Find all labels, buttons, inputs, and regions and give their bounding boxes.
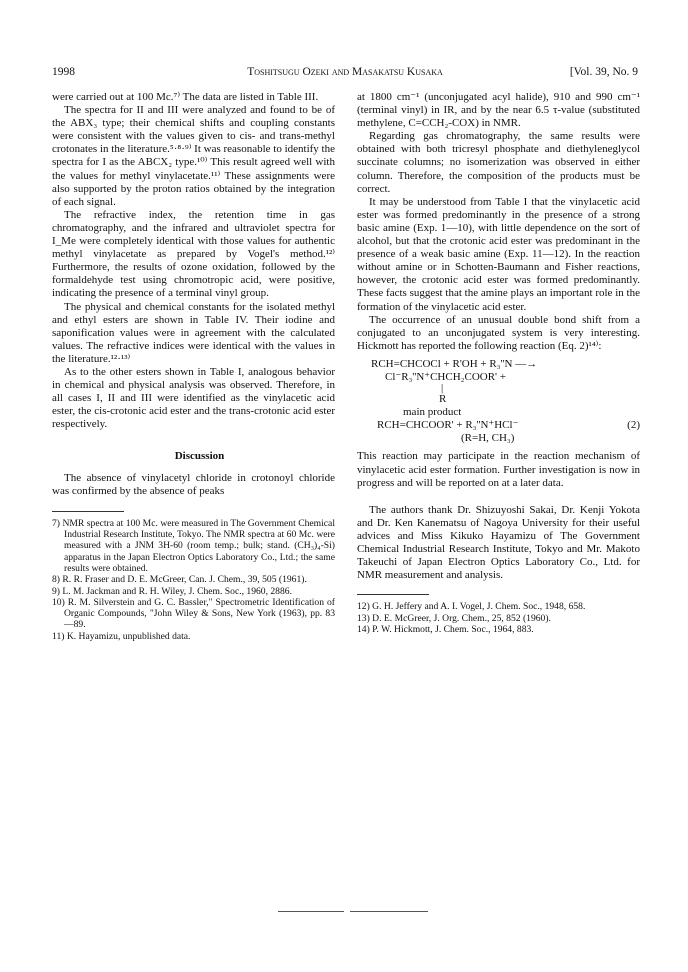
end-rule-segment: [350, 911, 428, 912]
equation-line: RCH=CHCOCl + R'OH + R₃''N —→: [371, 357, 538, 370]
footnotes: [52, 518, 335, 642]
paragraph: The spectra for II and III were analyzed and found to be of the ABX₃ type; their chemical shifts and coupling constants were consistent with the values given to cis- and trans-methyl crotonates in the literature.⁵·⁸·⁹⁾ It was reasonable to identify the spectra for I as the ABCX₂ type.¹⁰⁾ This result agreed well with the values for methyl vinylacetate.¹¹⁾ These assignments were also supported by the proton ratios obtained by the integration of each signal.: [52, 104, 335, 208]
end-rule: [278, 911, 428, 913]
equation-number: (2): [627, 419, 640, 432]
equation-text: RCH=CHCOOR' + R₃''N⁺HCl⁻: [377, 419, 519, 432]
paragraph: The absence of vinylacetyl chloride in crotonoyl chloride was confirmed by the absence of peaks: [52, 471, 335, 497]
running-header: [52, 66, 638, 82]
paragraph: It may be understood from Table I that the vinylacetic acid ester was formed predominantly in the presence of a strong basic amine (Exp. 1—10), with little dependence on the sort of alcohol, but that the crotonic acid ester was predominant in the presence of a weak basic amine (Exp. 11—12). In the reaction without amine or in Schotten-Baumann and Fisher reactions, however, the crotonic acid ester was formed predominantly. These facts suggest that the amine plays an important role in the formation of the vinylacetic acid ester.: [357, 195, 640, 313]
paragraph: As to the other esters shown in Table I, analogous behavior in chemical and physical analysis was observed. Therefore, in all cases I, II and III were identified as the vinylacetic acid ester, the cis-crotonic acid ester and the trans-crotonic acid ester respectively.: [52, 365, 335, 431]
footnote: 9) L. M. Jackman and R. H. Wiley, J. Chem. Soc., 1960, 2886.: [52, 585, 292, 597]
footnote: 8) R. R. Fraser and D. E. McGreer, Can. J. Chem., 39, 505 (1961).: [52, 574, 307, 586]
page-number: 1998: [52, 66, 75, 78]
paragraph: This reaction may participate in the reaction mechanism of vinylacetic acid ester formation. Further investigation is now in progress and will be reported on at a later data.: [357, 450, 640, 489]
equation-substituent: R: [439, 393, 447, 406]
reaction-equation: [357, 358, 640, 446]
paragraph: at 1800 cm⁻¹ (unconjugated acyl halide), 910 and 990 cm⁻¹ (terminal vinyl) in IR, and by the near 6.5 τ-value (substituted methylene, C=CCH₂-COX) in NMR.: [357, 91, 640, 130]
paragraph: The physical and chemical constants for the isolated methyl and ethyl esters are shown in Table IV. Their iodine and saponification values were in agreement with the calculated values. The refractive indices were identical with the values in the literature.¹²·¹³⁾: [52, 300, 335, 365]
acknowledgement: The authors thank Dr. Shizuyoshi Sakai, Dr. Kenji Yokota and Dr. Ken Kanematsu of Nagoya University for their useful advices and Miss Kikuko Hayamizu of The Government Chemical Industrial Research Institute, Tokyo and Mr. Makoto Takeuchi of Japan Electron Optics Laboratory Co., Ltd. for NMR measurement and analysis.: [357, 503, 640, 582]
paragraph: The occurrence of an unusual double bond shift from a conjugated to an unconjugated system is very interesting. Hickmott has reported the following reaction (Eq. 2)¹⁴⁾:: [357, 313, 640, 352]
paragraph: Regarding gas chromatography, the same results were obtained with both tricresyl phosphate and diethyleneglycol succinate columns; no isomerization was observed in either column. Therefore, the composition of the products must be correct.: [357, 130, 640, 195]
footnote: 11) K. Hayamizu, unpublished data.: [52, 630, 191, 642]
footnote: 12) G. H. Jeffery and A. I. Vogel, J. Chem. Soc., 1948, 658.: [357, 601, 586, 613]
footnote: 14) P. W. Hickmott, J. Chem. Soc., 1964, 883.: [357, 623, 534, 635]
equation-condition: (R=H, CH₃): [461, 432, 515, 445]
footnote: 7) NMR spectra at 100 Mc. were measured in The Government Chemical Industrial Research Institute, Tokyo. The NMR spectra at 60 Mc. were measured with a JNM 3H-60 (room temp.; bulk; stand. (CH₃)₄-Si) apparatus in the Japan Electron Optics Laboratory Co., Ltd.; the same results were obtained.: [52, 517, 335, 574]
volume-info: [Vol. 39, No. 9: [569, 66, 638, 78]
end-rule-segment: [278, 911, 344, 912]
equation-line: Cl⁻R₃''N⁺CHCH₂COOR' +: [385, 370, 506, 383]
equation-line: [357, 419, 640, 432]
footnote: 13) D. E. McGreer, J. Org. Chem., 25, 852 (1960).: [357, 612, 551, 624]
left-column: [52, 91, 335, 642]
right-column: [357, 91, 640, 635]
paragraph: The refractive index, the retention time in gas chromatography, and the infrared and ultraviolet spectra for I_Me were completely identical with those values for authentic methyl vinylacetate as prepared by Vogel's method.¹²⁾ Furthermore, the results of ozone oxidation, followed by the formaldehyde test using chromotropic acid, were positive, indicating the presence of a terminal vinyl group.: [52, 208, 335, 300]
equation-bond: |: [441, 382, 444, 395]
paragraph: were carried out at 100 Mc.⁷⁾ The data are listed in Table III.: [52, 91, 319, 103]
footnote: 10) R. M. Silverstein and G. C. Bassler," Spectrometric Identification of Organic Compounds, "John Wiley & Sons, New York (1963), pp. 83—89.: [52, 596, 335, 631]
section-heading: Discussion: [174, 450, 225, 463]
running-authors: Toshitsugu Ozeki and Masakatsu Kusaka: [247, 66, 443, 78]
equation-label: main product: [403, 406, 462, 419]
footnotes: [357, 601, 640, 635]
